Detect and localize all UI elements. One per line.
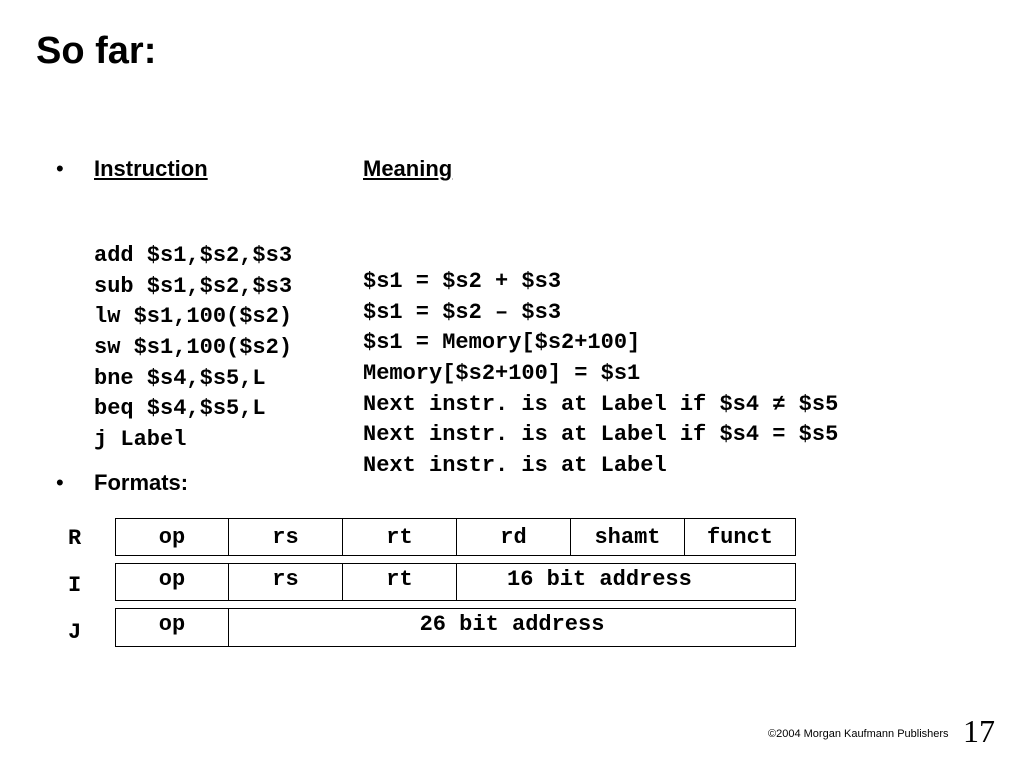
field-rd: rd <box>457 519 571 555</box>
meaning-text: $s1 = Memory[$s2+100] <box>363 330 641 355</box>
instruction-text: lw $s1,100($s2) <box>94 304 293 329</box>
instruction-text: bne $s4,$s5,L <box>94 366 266 391</box>
header-meaning: Meaning <box>363 156 453 181</box>
meaning-text: $s1 = $s2 – $s3 <box>363 300 562 325</box>
format-letter-r: R <box>68 526 82 551</box>
bullet-instructions: • <box>56 156 64 181</box>
bullet-formats: • <box>56 470 64 495</box>
meaning-text: Next instr. is at Label if $s4 ≠ $s5 <box>363 392 839 417</box>
meaning-text: Next instr. is at Label <box>363 453 667 478</box>
header-instruction: Instruction <box>94 156 208 181</box>
field-funct: funct <box>706 525 773 550</box>
page-number: 17 <box>963 713 995 749</box>
instruction-text: add $s1,$s2,$s3 <box>94 243 293 268</box>
field-16bit-address: 16 bit address <box>507 567 692 592</box>
i-format-box <box>115 563 796 601</box>
instruction-text: j Label <box>94 427 187 452</box>
r-format-box <box>115 518 796 556</box>
slide-title: So far: <box>36 30 157 72</box>
field-op: op <box>116 519 229 555</box>
format-letter-j: J <box>68 620 82 645</box>
copyright-footer <box>768 728 949 740</box>
j-format-box <box>115 608 796 647</box>
field-rs: rs <box>229 519 343 555</box>
instruction-text: sw $s1,100($s2) <box>94 335 293 360</box>
field-rs: rs <box>229 564 343 600</box>
formats-label: Formats: <box>94 470 189 495</box>
copyright-symbol: © <box>768 728 777 740</box>
meaning-text: $s1 = $s2 + $s3 <box>363 269 562 294</box>
meaning-text: Next instr. is at Label if $s4 = $s5 <box>363 422 839 447</box>
field-rt: rt <box>343 564 457 600</box>
instruction-text: beq $s4,$s5,L <box>94 396 266 421</box>
field-op: op <box>116 564 229 600</box>
field-26bit-address: 26 bit address <box>419 612 605 637</box>
instruction-text: sub $s1,$s2,$s3 <box>94 274 293 299</box>
field-rt: rt <box>343 519 457 555</box>
field-shamt: shamt <box>571 519 685 555</box>
copyright-text: 2004 Morgan Kaufmann Publishers <box>776 728 949 740</box>
field-op: op <box>116 609 229 646</box>
meaning-text: Memory[$s2+100] = $s1 <box>363 361 641 386</box>
format-letter-i: I <box>68 573 82 598</box>
